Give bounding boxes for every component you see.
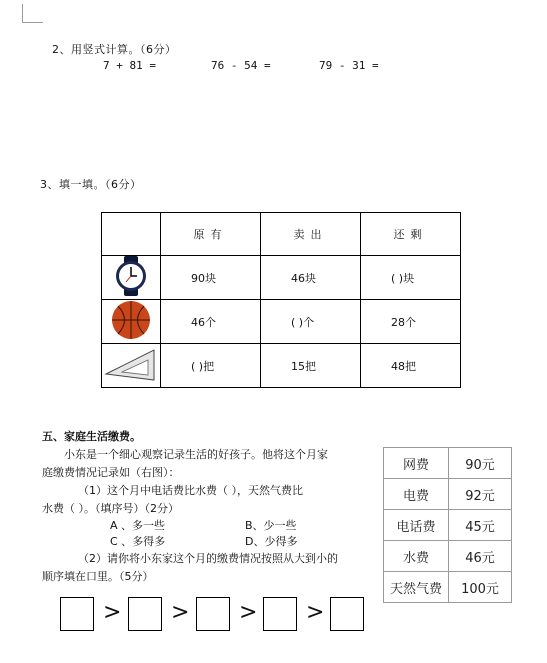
q5-part2-line2: 顺序填在口里。（5分）: [42, 570, 154, 583]
option-d: D、少得多: [245, 535, 298, 548]
option-c: C 、多得多: [110, 535, 166, 548]
fee-name: 电话费: [384, 510, 449, 541]
fee-amount: 100元: [449, 572, 512, 603]
q2-title: 2、用竖式计算。（6分）: [52, 43, 177, 56]
greater-than-sign: >: [239, 600, 258, 625]
basketball-icon: [102, 300, 161, 344]
cell-sold: 15把: [261, 344, 361, 388]
answer-box-5[interactable]: [330, 597, 364, 631]
header-blank-cell: [102, 213, 161, 256]
table-row: [102, 300, 461, 344]
greater-than-sign: >: [306, 600, 325, 625]
q2-problem-3: 79 - 31 =: [319, 59, 379, 72]
fee-row: [384, 448, 512, 479]
watch-icon: [102, 256, 161, 300]
cell-sold: ( )个: [261, 300, 361, 344]
cell-original: ( )把: [161, 344, 261, 388]
answer-box-1[interactable]: [60, 597, 94, 631]
fee-name: 天然气费: [384, 572, 449, 603]
greater-than-sign: >: [103, 600, 122, 625]
header-original: 原有: [161, 213, 261, 256]
q3-table: [101, 212, 461, 388]
fee-row: [384, 510, 512, 541]
q5-intro-line2: 庭缴费情况记录如（右图）：: [42, 466, 180, 479]
table-row: [102, 256, 461, 300]
cell-remaining: 48把: [361, 344, 461, 388]
q5-part1-line2: 水费（ ）。（填序号）（2分）: [42, 502, 179, 515]
q5-title: 五、家庭生活缴费。: [42, 430, 141, 443]
option-b: B、少一些: [245, 519, 297, 532]
fee-amount: 45元: [449, 510, 512, 541]
q5-intro-line1: 小东是一个细心观察记录生活的好孩子。他将这个月家: [64, 448, 328, 461]
cell-remaining: 28个: [361, 300, 461, 344]
table-row: [102, 344, 461, 388]
q2-problem-2: 76 - 54 =: [211, 59, 271, 72]
option-a: A 、多一些: [110, 519, 166, 532]
q2-problem-1: 7 + 81 =: [103, 59, 156, 72]
answer-box-4[interactable]: [263, 597, 297, 631]
triangle-ruler-icon: [102, 344, 161, 388]
greater-than-sign: >: [171, 600, 190, 625]
cell-original: 90块: [161, 256, 261, 300]
cell-original: 46个: [161, 300, 261, 344]
fee-name: 电费: [384, 479, 449, 510]
cell-sold: 46块: [261, 256, 361, 300]
fee-amount: 46元: [449, 541, 512, 572]
header-remaining: 还剩: [361, 213, 461, 256]
q3-title: 3、填一填。（6分）: [40, 178, 142, 191]
fee-row: [384, 572, 512, 603]
fee-row: [384, 479, 512, 510]
fees-table: [383, 447, 512, 603]
fee-name: 网费: [384, 448, 449, 479]
header-sold: 卖出: [261, 213, 361, 256]
fee-amount: 90元: [449, 448, 512, 479]
fee-row: [384, 541, 512, 572]
fee-name: 水费: [384, 541, 449, 572]
answer-box-3[interactable]: [196, 597, 230, 631]
page-corner-mark: [22, 4, 43, 23]
cell-remaining: ( )块: [361, 256, 461, 300]
answer-box-2[interactable]: [128, 597, 162, 631]
q5-part1-line1: （1）这个月中电话费比水费（ ），天然气费比: [78, 484, 303, 497]
fee-amount: 92元: [449, 479, 512, 510]
q5-part2-line1: （2）请你将小东家这个月的缴费情况按照从大到小的: [78, 552, 338, 565]
